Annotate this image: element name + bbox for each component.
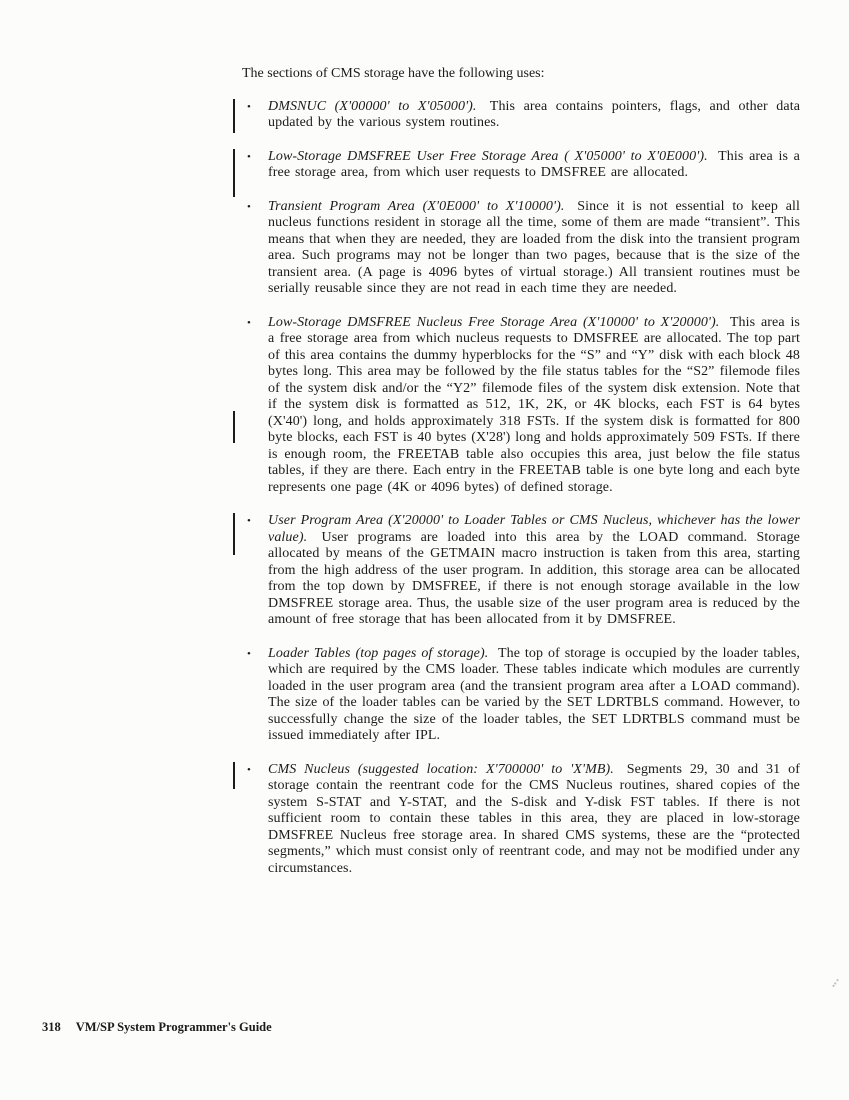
- bullet-text: This area contains pointers, flags, and other data updated by the various system routines.: [268, 98, 801, 130]
- bullet-lead: Loader Tables (top pages of storage).: [268, 645, 489, 661]
- bullet-icon: •: [247, 200, 251, 213]
- list-item: [242, 315, 800, 497]
- bullet-icon: •: [247, 150, 251, 163]
- scan-artifact: [832, 979, 839, 988]
- list-item: [242, 99, 800, 132]
- bullet-text: This area is a free storage area from which nucleus requests to DMSFREE are allocated. The top part of this area contains the dummy hyperblocks for the “S” and “Y” disk with each block 48 bytes long. This area may be followed by the file status tables for the “S2” filemode files of the system disk and/or the “Y2” filemode files of the system disk extension. Note that if the system disk is formatted as 512, 1K, 2K, or 4K blocks, each FST is 64 bytes (X'40') long, and holds approximately 318 FSTs. If the system disk is formatted for 800 byte blocks, each FST is 40 bytes (X'28') long and holds approximately 509 FSTs. If there is enough room, the FREETAB table also occupies this area, just below the file status tables, if they are there. Each entry in the FREETAB table is one byte long and each byte represents one page (4K or 4096 bytes) of defined storage.: [268, 314, 800, 495]
- bullet-icon: •: [247, 515, 251, 527]
- bullet-lead: CMS Nucleus (suggested location: X'700000' to 'X'MB).: [268, 761, 614, 777]
- bullet-lead: Transient Program Area (X'0E000' to X'10000').: [268, 198, 565, 214]
- bullet-text: Since it is not essential to keep all nucleus functions resident in storage all the time, some of them are made “transient”. This means that when they are needed, they are loaded from the disk into the transient program area. Such programs may not be longer than two pages, because that is the size of the transient area. (A page is 4096 bytes of virtual storage.) All transient routines must be serially reusable since they are not read in each time they are needed.: [268, 198, 800, 296]
- change-bar: [233, 762, 235, 789]
- bullet-icon: •: [247, 316, 251, 329]
- list-item: [242, 762, 800, 878]
- list-item: [242, 646, 800, 745]
- footer-title: VM/SP System Programmer's Guide: [75, 1020, 272, 1034]
- list-item: [242, 199, 800, 298]
- bullet-lead: DMSNUC (X'00000' to X'05000').: [268, 98, 477, 114]
- change-bar: [233, 149, 235, 197]
- page-content: [242, 66, 803, 894]
- bullet-lead: Low-Storage DMSFREE User Free Storage Area ( X'05000' to X'0E000').: [268, 148, 708, 164]
- change-bar: [233, 513, 235, 555]
- page-number: 318: [42, 1020, 61, 1034]
- bullet-icon: •: [247, 763, 251, 776]
- bullet-text: Segments 29, 30 and 31 of storage contain the reentrant code for the CMS Nucleus routines, shared copies of the system S-STAT and Y-STAT, and the S-disk and Y-disk FST tables. If there is not sufficient room to contain these tables in this area, they are placed in low-storage DMSFREE Nucleus free storage area. In shared CMS systems, these are the “protected segments,” which must consist only of reentrant code, and may not be modified under any circumstances.: [268, 761, 800, 876]
- change-bar: [233, 99, 235, 133]
- bullet-icon: •: [247, 647, 251, 660]
- bullet-text: The top of storage is occupied by the loader tables, which are required by the CMS loader. These tables indicate which modules are currently loaded in the user program area (and the transient program area after a LOAD command). The size of the loader tables can be varied by the SET LDRTBLS command. However, to successfully change the size of the loader tables, the SET LDRTBLS command must be issued immediately after IPL.: [268, 645, 800, 743]
- storage-sections-list: [242, 99, 803, 878]
- intro-paragraph: The sections of CMS storage have the following uses:: [242, 66, 545, 81]
- bullet-text: User programs are loaded into this area by the LOAD command. Storage allocated by means of the GETMAIN macro instruction is taken from this area, starting from the high address of the user program. In addition, this storage area can be allocated from the top down by DMSFREE, if there is not enough storage available in the low DMSFREE storage area. Thus, the usable size of the user program area is reduced by the amount of free storage that has been allocated from it by DMSFREE.: [268, 529, 800, 627]
- bullet-text: This area is a free storage area, from which user requests to DMSFREE are allocated.: [268, 148, 800, 180]
- page-footer: [42, 1020, 272, 1035]
- list-item: [242, 513, 800, 629]
- list-item: [242, 149, 800, 182]
- bullet-icon: •: [247, 100, 251, 113]
- bullet-lead: User Program Area (X'20000' to Loader Tables or CMS Nucleus, whichever has the lower value).: [268, 513, 800, 545]
- change-bar: [233, 411, 235, 443]
- bullet-lead: Low-Storage DMSFREE Nucleus Free Storage Area (X'10000' to X'20000').: [268, 314, 720, 330]
